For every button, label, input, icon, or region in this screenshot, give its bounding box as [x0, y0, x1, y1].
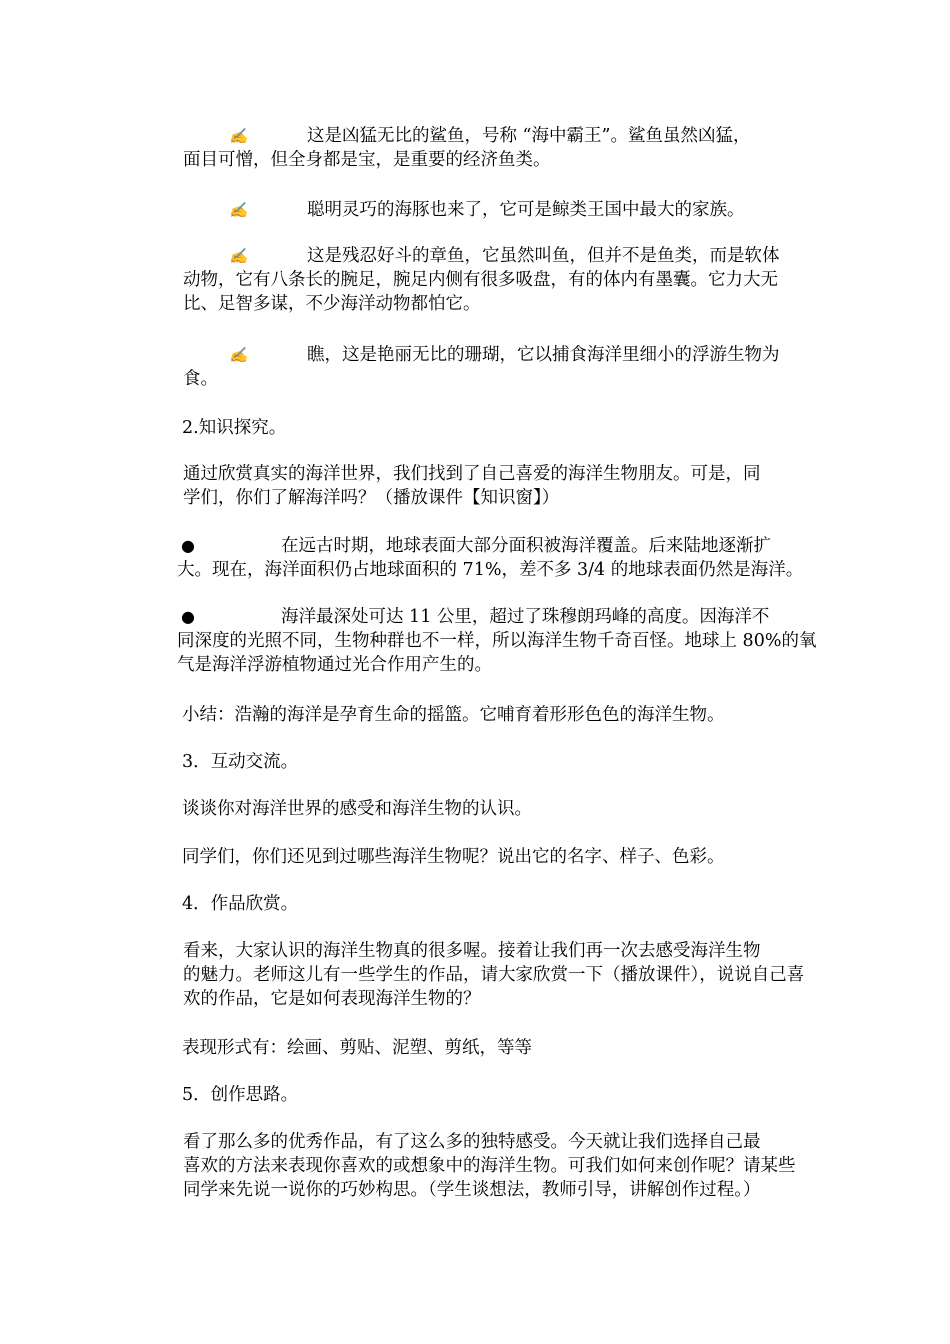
- text: 瞧，这是艳丽无比的珊瑚，它以捕食海洋里细小的浮游生物为: [307, 345, 780, 365]
- paragraph-line: 欢的作品，它是如何表现海洋生物的？: [183, 989, 481, 1009]
- bullet-icon: ●: [181, 607, 195, 626]
- bullet-item: [177, 605, 817, 677]
- text: 这是凶猛无比的鲨鱼，号称 “海中霸王”。鲨鱼虽然凶猛，: [307, 126, 751, 146]
- paragraph-octopus: [177, 244, 809, 316]
- section-heading: 4．作品欣赏。: [182, 894, 299, 914]
- paragraph-line: 动物，它有八条长的腕足，腕足内侧有很多吸盘，有的体内有墨囊。它力大无: [183, 270, 778, 290]
- paragraph-line: 同深度的光照不同，生物种群也不一样，所以海洋生物千奇百怪。地球上 80%的氧: [177, 631, 817, 651]
- paragraph-line: 比、足智多谋，不少海洋动物都怕它。: [183, 294, 481, 314]
- paragraph-summary: 小结：浩瀚的海洋是孕育生命的摇篮。它哺育着形形色色的海洋生物。: [182, 705, 725, 725]
- section-heading: 2.知识探究。: [182, 418, 287, 438]
- paragraph-line: 学们，你们了解海洋吗？（播放课件【知识窗】）: [183, 488, 560, 508]
- text: 这是残忍好斗的章鱼，它虽然叫鱼，但并不是鱼类，而是软体: [307, 246, 780, 266]
- paragraph-coral: [177, 343, 809, 391]
- pen-icon: ✍: [229, 346, 248, 364]
- section-heading: 3．互动交流。: [182, 752, 299, 772]
- paragraph-line: 看来，大家认识的海洋生物真的很多喔。接着让我们再一次去感受海洋生物: [183, 941, 761, 961]
- paragraph-line: [177, 534, 809, 558]
- paragraph-line: 的魅力。老师这儿有一些学生的作品，请大家欣赏一下（播放课件），说说自己喜: [183, 965, 805, 985]
- paragraph-line: [177, 124, 809, 148]
- paragraph-line: [177, 244, 809, 268]
- paragraph-line: 通过欣赏真实的海洋世界，我们找到了自己喜爱的海洋生物朋友。可是，同: [183, 464, 761, 484]
- paragraph-forms: 表现形式有：绘画、剪贴、泥塑、剪纸，等等: [182, 1038, 532, 1058]
- text: 聪明灵巧的海豚也来了，它可是鲸类王国中最大的家族。: [307, 200, 745, 220]
- text: 海洋最深处可达 11 公里，超过了珠穆朗玛峰的高度。因海洋不: [281, 607, 770, 627]
- paragraph-line: 食。: [183, 369, 218, 389]
- paragraph-line: 同学来先说一说你的巧妙构思。（学生谈想法，教师引导，讲解创作过程。）: [183, 1180, 761, 1200]
- bullet-icon: ●: [181, 536, 195, 555]
- pen-icon: ✍: [229, 127, 248, 145]
- pen-icon: ✍: [229, 201, 248, 219]
- paragraph-explore: [177, 462, 809, 510]
- section-heading: 5．创作思路。: [182, 1085, 299, 1105]
- paragraph-line: [177, 198, 809, 222]
- paragraph-line: 气是海洋浮游植物通过光合作用产生的。: [177, 655, 492, 675]
- text: 在远古时期，地球表面大部分面积被海洋覆盖。后来陆地逐渐扩: [281, 536, 771, 556]
- paragraph-line: 喜欢的方法来表现你喜欢的或想象中的海洋生物。可我们如何来创作呢？请某些: [183, 1156, 796, 1176]
- paragraph-shark: [177, 124, 809, 172]
- paragraph-line: 大。现在，海洋面积仍占地球面积的 71%，差不多 3/4 的地球表面仍然是海洋。: [177, 560, 804, 580]
- bullet-item: [177, 534, 809, 582]
- paragraph-talk: 同学们，你们还见到过哪些海洋生物呢？说出它的名字、样子、色彩。: [182, 847, 725, 867]
- paragraph-talk: 谈谈你对海洋世界的感受和海洋生物的认识。: [182, 799, 532, 819]
- paragraph-line: [177, 605, 809, 629]
- paragraph-works: [177, 939, 809, 1011]
- paragraph-create: [177, 1130, 809, 1202]
- paragraph-dolphin: [177, 198, 809, 222]
- pen-icon: ✍: [229, 247, 248, 265]
- paragraph-line: [177, 343, 809, 367]
- paragraph-line: 看了那么多的优秀作品，有了这么多的独特感受。今天就让我们选择自己最: [183, 1132, 761, 1152]
- paragraph-line: 面目可憎，但全身都是宝，是重要的经济鱼类。: [183, 150, 551, 170]
